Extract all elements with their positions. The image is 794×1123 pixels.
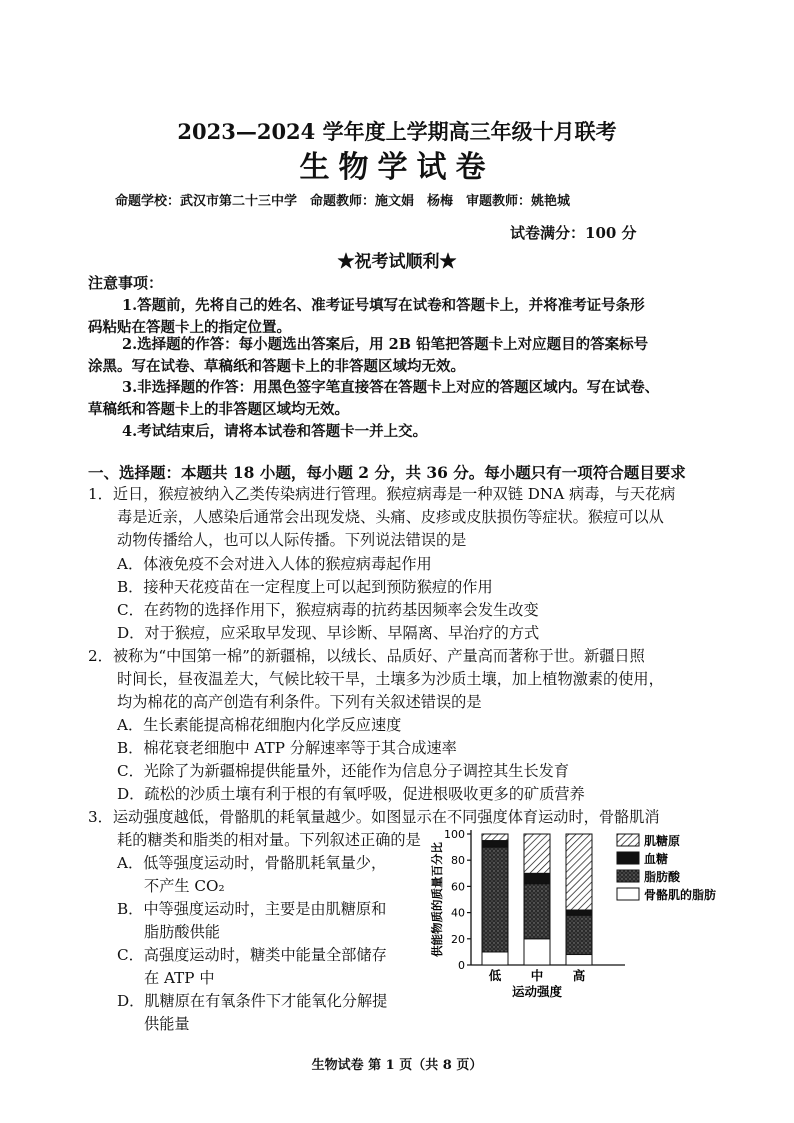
energy-source-chart [425, 822, 720, 1002]
option: 不产生 CO₂ [144, 877, 225, 895]
option: C．高强度运动时，糖类中能量全部储存 [117, 946, 387, 964]
bar-segment [566, 915, 592, 954]
question-stem: 耗的糖类和脂类的相对量。下列叙述正确的是 [117, 831, 421, 849]
legend-label: 骨骼肌的脂肪 [644, 888, 717, 902]
bar-segment [482, 834, 508, 841]
bar-segment [482, 841, 508, 848]
option: A．生长素能提高棉花细胞内化学反应速度 [117, 716, 402, 734]
option: A．体液免疫不会对进入人体的猴痘病毒起作用 [117, 555, 432, 573]
y-tick-label: 60 [451, 880, 465, 894]
question-stem: 2．被称为“中国第一棉”的新疆棉，以绒长、品质好、产量高而著称于世。新疆日照 [88, 647, 645, 665]
notice-line: 涂黑。写在试卷、草稿纸和答题卡上的非答题区域均无效。 [88, 358, 465, 375]
option: D．疏松的沙质土壤有利于根的有氧呼吸，促进根吸收更多的矿质营养 [117, 785, 585, 803]
question-stem: 均为棉花的高产创造有利条件。下列有关叙述错误的是 [117, 693, 482, 711]
page-footer: 生物试卷 第 1 页（共 8 页） [311, 1058, 483, 1073]
legend-label: 血糖 [644, 852, 669, 866]
full-score: 试卷满分：100 分 [510, 224, 637, 242]
option: D．对于猴痘，应采取早发现、早诊断、早隔离、早治疗的方式 [117, 624, 540, 642]
bar-segment [566, 910, 592, 915]
bar-segment [524, 834, 550, 873]
option: 脂肪酸供能 [144, 923, 220, 941]
question-stem: 动物传播给人，也可以人际传播。下列说法错误的是 [117, 531, 467, 549]
legend-label: 肌糖原 [644, 834, 681, 848]
bar-segment [566, 834, 592, 910]
question-stem: 1．近日，猴痘被纳入乙类传染病进行管理。猴痘病毒是一种双链 DNA 病毒，与天花病 [88, 485, 676, 503]
x-tick-label: 低 [488, 968, 502, 983]
good-luck-banner: ★祝考试顺利★ [337, 252, 457, 272]
notice-line: 2.选择题的作答：每小题选出答案后，用 2B 铅笔把答题卡上对应题目的答案标号 [122, 336, 649, 353]
question-stem: 毒是近亲，人感染后通常会出现发烧、头痛、皮疹或皮肤损伤等症状。猴痘可以从 [117, 508, 664, 526]
bar-segment [482, 847, 508, 952]
bar-segment [524, 873, 550, 883]
notice-line: 1.答题前，先将自己的姓名、准考证号填写在试卷和答题卡上，并将准考证号条形 [122, 297, 645, 314]
y-tick-label: 40 [451, 906, 465, 920]
section-title: 一、选择题：本题共 18 小题，每小题 2 分，共 36 分。每小题只有一项符合题目要求 [88, 463, 686, 482]
legend-swatch [617, 852, 639, 864]
option: B．接种天花疫苗在一定程度上可以起到预防猴痘的作用 [117, 578, 493, 596]
bar-segment [482, 952, 508, 965]
y-tick-label: 100 [444, 828, 465, 841]
option: D．肌糖原在有氧条件下才能氧化分解提 [117, 992, 388, 1010]
y-tick-label: 20 [451, 932, 465, 946]
notice-line: 4.考试结束后，请将本试卷和答题卡一并上交。 [122, 423, 428, 440]
legend-swatch [617, 834, 639, 846]
option: B．中等强度运动时，主要是由肌糖原和 [117, 900, 387, 918]
question-stem: 3．运动强度越低，骨骼肌的耗氧量越少。如图显示在不同强度体育运动时，骨骼肌消 [88, 808, 660, 826]
bar-segment [566, 955, 592, 965]
exam-title: 2023—2024 学年度上学期高三年级十月联考 [177, 119, 617, 144]
y-tick-label: 0 [458, 959, 465, 972]
bar-segment [524, 884, 550, 939]
x-tick-label: 中 [530, 968, 544, 983]
option: A．低等强度运动时，骨骼肌耗氧量少， [117, 854, 387, 872]
option: B．棉花衰老细胞中 ATP 分解速率等于其合成速率 [117, 739, 457, 757]
x-tick-label: 高 [572, 968, 586, 983]
legend-label: 脂肪酸 [644, 870, 681, 884]
x-axis-label: 运动强度 [511, 984, 563, 999]
authors-line: 命题学校：武汉市第二十三中学 命题教师：施文娟 杨梅 审题教师：姚艳城 [115, 194, 571, 209]
y-tick-label: 80 [451, 854, 465, 868]
subject-title: 生物学试卷 [299, 150, 495, 185]
question-stem: 时间长，昼夜温差大，气候比较干旱，土壤多为沙质土壤，加上植物激素的使用， [117, 670, 664, 688]
option: C．在药物的选择作用下，猴痘病毒的抗药基因频率会发生改变 [117, 601, 539, 619]
legend-swatch [617, 888, 639, 900]
notice-line: 码粘贴在答题卡上的指定位置。 [88, 319, 291, 336]
notice-line: 草稿纸和答题卡上的非答题区域均无效。 [88, 401, 349, 418]
notice-heading: 注意事项： [88, 274, 164, 292]
option: 在 ATP 中 [144, 969, 215, 987]
bar-segment [524, 939, 550, 965]
option: 供能量 [144, 1015, 190, 1033]
notice-line: 3.非选择题的作答：用黑色签字笔直接答在答题卡上对应的答题区域内。写在试卷、 [122, 379, 660, 396]
y-axis-label: 供能物质的质量百分比 [430, 842, 444, 957]
legend-swatch [617, 870, 639, 882]
option: C．光除了为新疆棉提供能量外，还能作为信息分子调控其生长发育 [117, 762, 570, 780]
